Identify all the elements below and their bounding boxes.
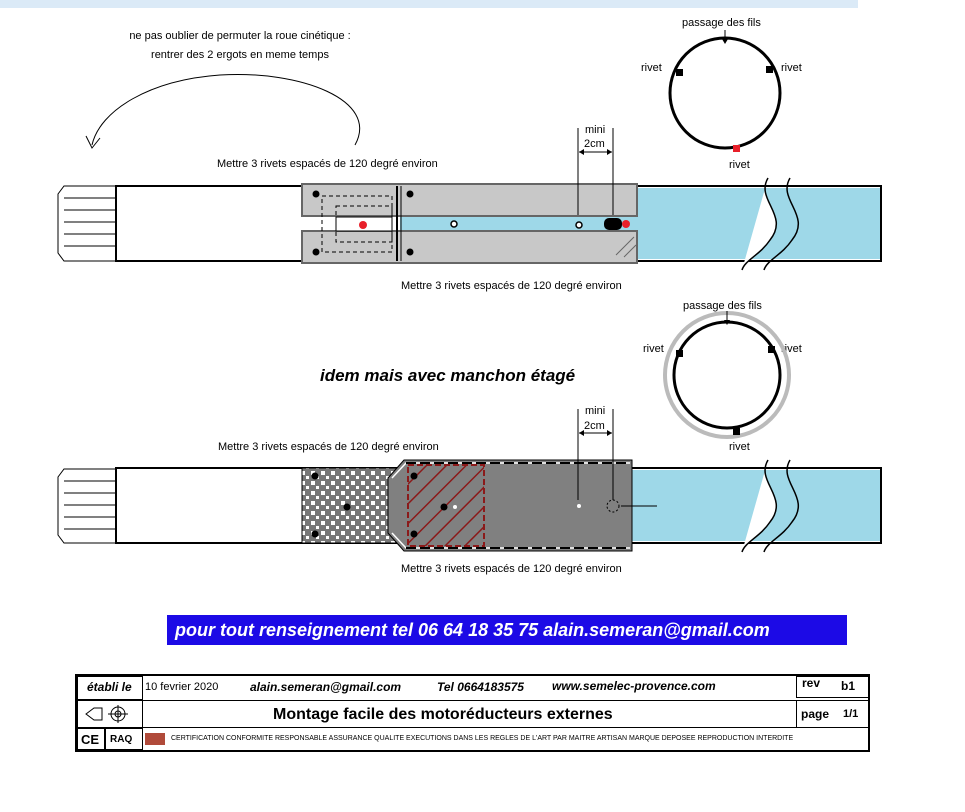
fig2-mini-value: 2cm [584,420,605,432]
top-note-line1: ne pas oublier de permuter la roue cinétique : [129,30,351,42]
fig1-sleeve-upper [302,184,637,216]
title-block [75,674,870,752]
rotation-arrow [92,74,360,145]
fig2-rivet-right-label: rivet [781,343,802,355]
fig2-circle-top-label: passage des fils [683,300,762,312]
fig2-rivet-left-label: rivet [643,343,664,355]
fig1-mini-value: 2cm [584,138,605,150]
etabli-label: établi le [87,680,132,694]
fig1-rivets-label-bottom: Mettre 3 rivets espacés de 120 degré environ [401,280,622,292]
drawing-symbol [77,700,143,728]
email: alain.semeran@gmail.com [250,680,402,694]
raq-label: RAQ [110,734,133,745]
projection-icon [78,701,142,727]
fig1-sleeve-lower [302,231,637,263]
fig1-rivet-right-label: rivet [781,62,802,74]
rev-value: b1 [841,679,856,693]
fig1-rivet-bottom-label: rivet [729,159,750,171]
fig1-rivet-left-label: rivet [641,62,662,74]
document-title: Montage facile des motoréducteurs externes [273,706,613,723]
fig2-mini-label: mini [585,405,606,417]
fig2-rivet-bottom-label: rivet [729,441,750,453]
page-label: page [801,707,830,721]
fig1-circle-top-label: passage des fils [682,17,761,29]
website: www.semelec-provence.com [552,679,716,693]
page-value: 1/1 [843,708,859,720]
fig2-rivets-label-top: Mettre 3 rivets espacés de 120 degré environ [218,441,439,453]
certification-text: CERTIFICATION CONFORMITE RESPONSABLE ASSURANCE QUALITE EXECUTIONS DANS LES REGLES DE L'ART PAR MAITRE ARTISAN MARQUE DEPOSEE REPRODUCTION INTERDITE [171,735,794,742]
ce-mark: CE [81,732,100,747]
fig2-rivets-label-bottom: Mettre 3 rivets espacés de 120 degré environ [401,563,622,575]
fig1-rivets-label-top: Mettre 3 rivets espacés de 120 degré environ [217,158,438,170]
tel: Tel 0664183575 [437,680,524,694]
date: 10 fevrier 2020 [145,681,219,693]
fig1-mini-label: mini [585,124,606,136]
contact-banner: pour tout renseignement tel 06 64 18 35 75 alain.semeran@gmail.com [167,615,847,645]
rev-label: rev [802,676,821,690]
fig2-motor-end [58,469,116,543]
fig1-motor-end [58,186,116,261]
company-logo [145,733,165,745]
fig2-section-circle [674,322,780,428]
top-note-line2: rentrer des 2 ergots en meme temps [151,49,329,61]
fig2-heading: idem mais avec manchon étagé [320,366,576,385]
fig1-section-circle [670,38,780,148]
fig2-section-circle-outer [665,313,789,437]
